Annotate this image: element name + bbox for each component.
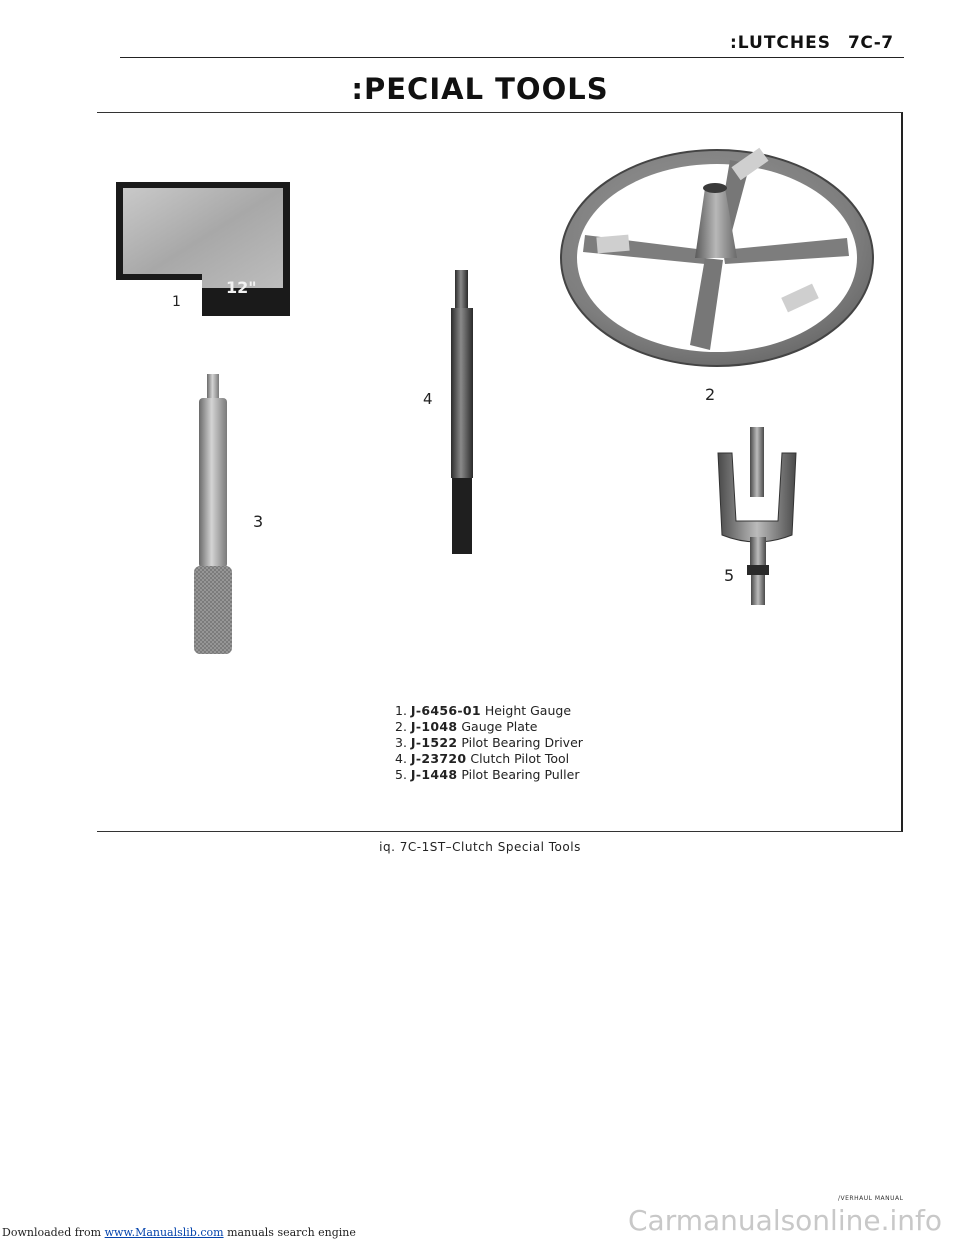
legend-item: 2. J-1048 Gauge Plate [395, 719, 538, 734]
figure-caption: iq. 7C-1ST–Clutch Special Tools [379, 840, 581, 854]
callout-2: 2 [705, 385, 716, 404]
pilot-bearing-driver-illustration [185, 372, 245, 662]
callout-1: 1 [172, 294, 181, 310]
gauge-length-label: 12" [226, 278, 257, 297]
legend-item: 1. J-6456-01 Height Gauge [395, 703, 572, 718]
callout-3: 3 [253, 512, 264, 531]
footer-suffix: manuals search engine [227, 1226, 356, 1239]
section-label: :LUTCHES [730, 33, 831, 53]
callout-5: 5 [724, 566, 735, 585]
legend-item: 4. J-23720 Clutch Pilot Tool [395, 751, 570, 766]
manual-stamp: /VERHAUL MANUAL [838, 1195, 904, 1202]
footer-prefix: Downloaded from [2, 1226, 102, 1239]
legend-item: 3. J-1522 Pilot Bearing Driver [395, 735, 583, 750]
gauge-plate-illustration [555, 140, 875, 370]
height-gauge-illustration [110, 178, 295, 318]
page-number: 7C-7 [848, 33, 894, 53]
clutch-pilot-tool-illustration [440, 268, 490, 558]
download-footer [2, 1226, 356, 1239]
tool-legend [395, 703, 583, 783]
callout-4: 4 [423, 390, 433, 408]
watermark: Carmanualsonline.info [628, 1204, 943, 1237]
pilot-bearing-puller-illustration [700, 425, 810, 615]
manualslib-link[interactable]: www.Manualslib.com [104, 1226, 224, 1239]
header-rule [120, 57, 904, 58]
legend-item: 5. J-1448 Pilot Bearing Puller [395, 767, 580, 782]
page-title: :PECIAL TOOLS [351, 72, 609, 106]
